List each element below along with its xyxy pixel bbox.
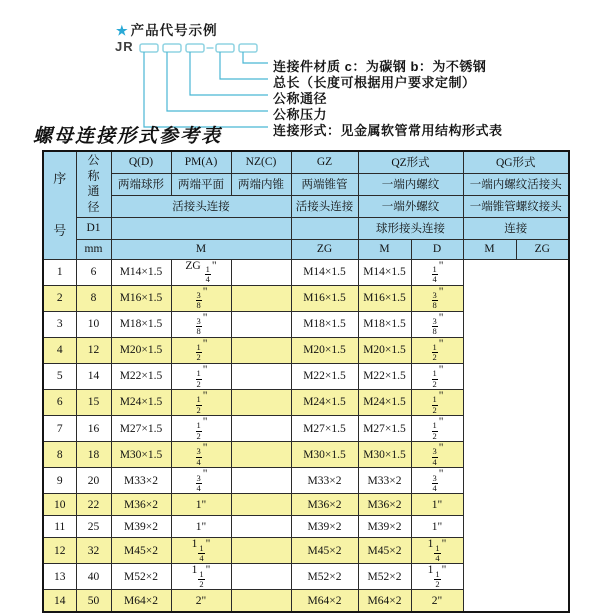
table-row [43,285,569,311]
header-desc-nz: 两端内锥 [231,173,291,195]
header-form-nz: NZ(C) [231,151,291,173]
header-unit-qg-zg: ZG [516,239,569,259]
code-box-2 [163,44,181,52]
cell-qz-m [231,442,291,468]
cell-serial: 2 [43,285,76,311]
cell-serial: 11 [43,516,76,538]
cell-qg-zg: 1" [411,516,463,538]
cell-qg-zg: $\frac{1}{2}$ " [411,337,463,363]
table-title: 螺母连接形式参考表 [33,126,223,147]
header-desc-qg: 一端内螺纹活接头 [463,173,569,195]
table-row [43,363,569,389]
cell-qz-d: M22×1.5 [291,363,358,389]
diagram-heading-text: 产品代号示例 [130,23,218,38]
cell-qg-zg: $\frac{3}{8}$ " [411,311,463,337]
cell-zg: 1 $\frac{1}{4}$ " [171,538,231,564]
label-material: 连接件材质 c：为碳钢 b：为不锈钢 [273,59,487,74]
cell-serial: 14 [43,590,76,612]
header-union-connection-gz: 活接头连接 [291,195,358,217]
cell-dn: 10 [76,311,111,337]
cell-dn: 8 [76,285,111,311]
header-d1: D1 [76,217,111,239]
cell-serial: 7 [43,415,76,441]
table-row [43,564,569,590]
cell-zg: $\frac{3}{8}$ " [171,311,231,337]
cell-serial: 5 [43,363,76,389]
cell-dn: 20 [76,468,111,494]
cell-qg-m: M22×1.5 [358,363,411,389]
cell-qz-m [231,389,291,415]
cell-serial: 8 [43,442,76,468]
cell-qz-d: M33×2 [291,468,358,494]
table-row [43,311,569,337]
cell-qg-zg: $\frac{1}{2}$ " [411,389,463,415]
cell-qg-m: M20×1.5 [358,337,411,363]
code-box-5 [239,44,257,52]
label-connection-form: 连接形式：见金属软管常用结构形式表 [273,123,503,138]
table-row [43,538,569,564]
cell-qg-m: M27×1.5 [358,415,411,441]
cell-qz-d: M30×1.5 [291,442,358,468]
cell-serial: 4 [43,337,76,363]
header-ball-joint-connection: 球形接头连接 [358,217,463,239]
cell-qz-m [231,363,291,389]
header-connection: 连接 [463,217,569,239]
cell-zg: $\frac{1}{2}$ " [171,363,231,389]
cell-dn: 6 [76,259,111,285]
code-box-1 [140,44,158,52]
cell-dn: 12 [76,337,111,363]
header-unit-zg: ZG [291,239,358,259]
table-row [43,516,569,538]
cell-zg: $\frac{3}{8}$ " [171,285,231,311]
star-icon: ★ [116,23,129,38]
cell-serial: 3 [43,311,76,337]
cell-zg: $\frac{1}{2}$ " [171,337,231,363]
cell-qz-m [231,285,291,311]
cell-qz-d: M20×1.5 [291,337,358,363]
cell-m: M39×2 [111,516,171,538]
header-qg-taper-joint: 一端锥管螺纹接头 [463,195,569,217]
header-unit-qz-m: M [358,239,411,259]
cell-qg-zg: 2" [411,590,463,612]
cell-m: M27×1.5 [111,415,171,441]
cell-m: M52×2 [111,564,171,590]
cell-zg: 1" [171,494,231,516]
cell-serial: 13 [43,564,76,590]
table-row [43,259,569,285]
cell-dn: 50 [76,590,111,612]
cell-qg-zg: 1 $\frac{1}{4}$ " [411,538,463,564]
cell-m: M18×1.5 [111,311,171,337]
cell-dn: 40 [76,564,111,590]
cell-qg-zg: $\frac{3}{8}$ " [411,285,463,311]
cell-qz-d: M45×2 [291,538,358,564]
cell-qg-zg: $\frac{1}{2}$ " [411,363,463,389]
header-blank-qpmnz [111,217,291,239]
cell-dn: 32 [76,538,111,564]
cell-dn: 15 [76,389,111,415]
cell-serial: 10 [43,494,76,516]
header-mm: mm [76,239,111,259]
product-code-prefix: JR [115,39,134,54]
cell-qg-m: M14×1.5 [358,259,411,285]
header-nominal-diameter: 公称通径 [76,151,111,217]
header-form-pm: PM(A) [171,151,231,173]
cell-m: M14×1.5 [111,259,171,285]
cell-zg: 2" [171,590,231,612]
header-blank-gz [291,217,358,239]
cell-m: M33×2 [111,468,171,494]
cell-dn: 14 [76,363,111,389]
cell-serial: 9 [43,468,76,494]
label-total-length: 总长（长度可根据用户要求定制） [273,75,476,90]
cell-qg-zg: $\frac{1}{2}$ " [411,415,463,441]
cell-qg-m: M24×1.5 [358,389,411,415]
cell-qz-m [231,516,291,538]
cell-qz-d: M27×1.5 [291,415,358,441]
cell-qz-m [231,468,291,494]
table-row [43,389,569,415]
cell-m: M22×1.5 [111,363,171,389]
header-form-q: Q(D) [111,151,171,173]
cell-qg-zg: $\frac{3}{4}$ " [411,442,463,468]
cell-dn: 25 [76,516,111,538]
cell-dn: 22 [76,494,111,516]
table-row [43,442,569,468]
header-unit-qz-d: D [411,239,463,259]
cell-m: M45×2 [111,538,171,564]
cell-serial: 12 [43,538,76,564]
cell-m: M36×2 [111,494,171,516]
header-form-qz: QZ形式 [358,151,463,173]
code-box-3 [186,44,204,52]
cell-zg: 1" [171,516,231,538]
header-form-qg: QG形式 [463,151,569,173]
cell-qg-m: M18×1.5 [358,311,411,337]
table-row [43,494,569,516]
cell-m: M30×1.5 [111,442,171,468]
nut-connection-table [42,150,570,613]
cell-zg: $\frac{1}{2}$ " [171,389,231,415]
cell-dn: 16 [76,415,111,441]
cell-qz-m [231,337,291,363]
cell-qg-m: M30×1.5 [358,442,411,468]
table-header [43,151,569,259]
cell-qz-d: M24×1.5 [291,389,358,415]
cell-qz-m [231,494,291,516]
cell-m: M20×1.5 [111,337,171,363]
cell-qz-m [231,590,291,612]
cell-serial: 6 [43,389,76,415]
cell-zg: ZG $\frac{1}{4}$ " [171,259,231,285]
table-row [43,337,569,363]
label-nominal-pressure: 公称压力 [273,107,328,122]
table-row [43,415,569,441]
label-nominal-diameter: 公称通径 [273,91,328,106]
cell-qg-m: M64×2 [358,590,411,612]
cell-qz-m [231,311,291,337]
cell-qz-d: M14×1.5 [291,259,358,285]
header-qz-external-thread: 一端外螺纹 [358,195,463,217]
leader-line-material [243,52,268,63]
cell-zg: 1 $\frac{1}{2}$ " [171,564,231,590]
table-row [43,590,569,612]
cell-qz-m [231,564,291,590]
cell-m: M16×1.5 [111,285,171,311]
header-serial: 序号 [43,151,76,259]
cell-qg-m: M16×1.5 [358,285,411,311]
leader-line-pressure [167,52,268,111]
cell-qz-m [231,415,291,441]
cell-dn: 18 [76,442,111,468]
leader-line-diameter [190,52,268,95]
code-box-4 [216,44,234,52]
cell-qg-m: M36×2 [358,494,411,516]
header-union-connection: 活接头连接 [111,195,291,217]
cell-qg-zg: 1 $\frac{1}{2}$ " [411,564,463,590]
cell-qg-m: M45×2 [358,538,411,564]
cell-qz-m [231,538,291,564]
cell-qg-zg: $\frac{1}{4}$ " [411,259,463,285]
header-desc-pm: 两端平面 [171,173,231,195]
header-unit-qg-m: M [463,239,516,259]
cell-qg-m: M39×2 [358,516,411,538]
leader-line-length [220,52,268,79]
cell-zg: $\frac{3}{4}$ " [171,442,231,468]
header-desc-gz: 两端锥管 [291,173,358,195]
cell-qg-m: M52×2 [358,564,411,590]
cell-m: M24×1.5 [111,389,171,415]
header-desc-qz: 一端内螺纹 [358,173,463,195]
cell-qg-zg: $\frac{3}{4}$ " [411,468,463,494]
header-desc-q: 两端球形 [111,173,171,195]
diagram-heading [116,19,218,39]
cell-m: M64×2 [111,590,171,612]
cell-zg: $\frac{1}{2}$ " [171,415,231,441]
cell-qz-d: M39×2 [291,516,358,538]
header-form-gz: GZ [291,151,358,173]
cell-qz-d: M36×2 [291,494,358,516]
cell-qz-m [231,259,291,285]
header-unit-m: M [111,239,291,259]
cell-qz-d: M64×2 [291,590,358,612]
table-row [43,468,569,494]
table-body [43,259,569,612]
cell-qz-d: M16×1.5 [291,285,358,311]
cell-zg: $\frac{3}{4}$ " [171,468,231,494]
cell-qg-m: M33×2 [358,468,411,494]
cell-qz-d: M52×2 [291,564,358,590]
cell-qz-d: M18×1.5 [291,311,358,337]
cell-serial: 1 [43,259,76,285]
cell-qg-zg: 1" [411,494,463,516]
